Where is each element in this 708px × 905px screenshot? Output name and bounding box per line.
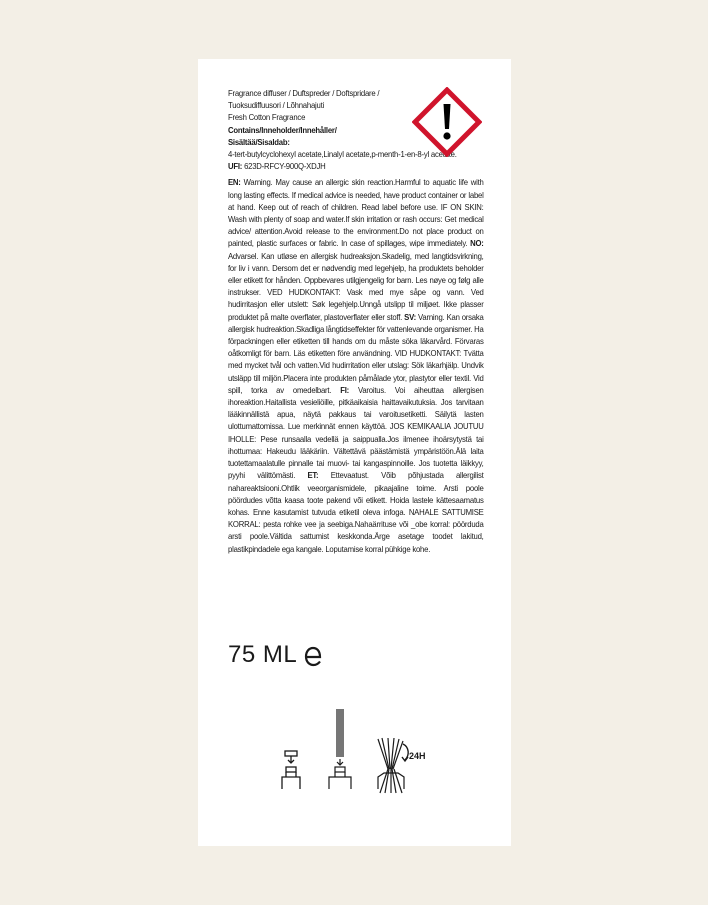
warning-text-fi: Varoitus. Voi aiheuttaa allergisen ihoreaktion.Haitallista vesieliöille, pitkäaikaisia haittavaikutuksia. Jos tarvitaan lääkinnällistä apua, näytä pakkaus tai varoitusetiketti. Säilytä lasten ulottumattomissa. Lue merkinnät ennen käyttöä. JOS KEMIKAALIA JOUTUU IHOLLE: Pese runsaalla vedellä ja saippualla.Jos ilmenee ihoärsytystä tai ihottumaa: Hakeudu lääkäriin. Vältettävä päästämistä ympäristöön.Älä laita tuotettamaalatulle pinnalle tai muovi- tai kangaspinnoille. Jos tuotetta läikkyy, pyyhi välittömästi.: [228, 384, 484, 481]
ufi-line: [228, 160, 484, 172]
contains-heading-line1: Contains/Inneholder/Innehåller/: [228, 124, 337, 135]
contains-heading-line2: Sisältää/Sisaldab:: [228, 136, 290, 147]
warning-text-et: Ettevaatust. Võib põhjustada allergilist nahareaktsiooni.Ohtlik veeorganismidele, pikaajaline toime. Arsti poole pöördudes võtta kaasa toote pakend või etikett. Hoida lastele kättesaamatus kohas. Enne kasutamist tutvuda etiketil oleva infoga. NAHALE SATTUMISE KORRAL: pesta rohke vee ja seebiga.Nahaärrituse või _obe korral: pöörduda arsti poole.Vältida sattumist keskkonda.Ärge asetage toodet lakitud, plastikpindadele ega kangale. Loputamise korral pühkige kohe.: [228, 470, 484, 554]
ingredients-list: 4-tert-butylcyclohexyl acetate,Linalyl acetate,p-menth-1-en-8-yl acetate.: [228, 149, 457, 160]
label-text-block: [228, 87, 484, 555]
volume-row: [228, 641, 323, 669]
warning-code-en: EN:: [228, 177, 241, 188]
warning-text-sv: Varning. Kan orsaka allergisk hudreaktion.Skadliga långtidseffekter för vattenlevande organismer. Ha förpackningen eller etiketten till hands om du måste söka läkarvård. Förvaras oåtkomligt för barn. Läs etiketten före användning. VID HUDKONTAKT: Tvätta med mycket tvål och vatten.Vid hudirritation eller utslag: Sök läkarhjälp. Undvik utsläpp till miljön.Placera inte produkten påmålade ytor, plastytor eller textil. Vid spill, torka av omedelbart.: [228, 311, 484, 395]
ufi-code: 623D-RFCY-900Q-XDJH: [244, 161, 326, 172]
diffuser-flip-icon: [378, 738, 426, 793]
product-title-line1: Fragrance diffuser / Duftspreder / Doftspridare /: [228, 88, 380, 98]
fragrance-name: Fresh Cotton Fragrance: [228, 112, 306, 123]
estimated-sign-icon: [303, 643, 323, 667]
warning-code-no: NO:: [470, 238, 484, 249]
duration-label: 24H: [409, 751, 426, 761]
warning-text-no: Advarsel. Kan utløse en allergisk hudreaksjon.Skadelig, med langtidsvirkning, for liv i vann. Dersom det er nødvendig med legehjelp, ha produktets beholder eller etikett for hånden. Oppbevares utilgjengelig for barn. Les nøye og følg alle instrukser. VED HUDKONTAKT: Vask med mye såpe og vann. Ved hudirritasjon eller utslett: Søk legehjelp.Unngå utslipp til miljøet. Ikke plasser produktet på malte overflater, plastoverflater eller stoff.: [228, 250, 484, 322]
ufi-label: UFI:: [228, 161, 243, 172]
volume-text: 75 ML: [228, 641, 298, 668]
warning-code-sv: SV:: [404, 311, 416, 322]
ghs-exclamation-icon: [412, 87, 482, 157]
warning-code-et: ET:: [307, 470, 319, 481]
warning-text: [228, 176, 484, 554]
warning-code-fi: FI:: [340, 384, 350, 395]
product-title-line2: Tuoksudiffuusori / Lõhnahajuti: [228, 100, 325, 111]
diffuser-reeds-icon: [329, 709, 351, 789]
product-label: [198, 59, 511, 846]
diffuser-cap-icon: [282, 751, 300, 789]
warning-text-en: Warning. May cause an allergic skin reaction.Harmful to aquatic life with long lasting effects. If medical advice is needed, have product container or label at hand. Keep out of reach of children. Read label before use. IF ON SKIN: Wash with plenty of soap and water.If skin irritation or rash occurs: Get medical advice/ attention.Avoid release to the environment.Do not place product on painted, plastic surfaces or fabric. In case of spillages, wipe immediately.: [228, 177, 484, 249]
usage-instructions-diagram: [278, 707, 438, 797]
